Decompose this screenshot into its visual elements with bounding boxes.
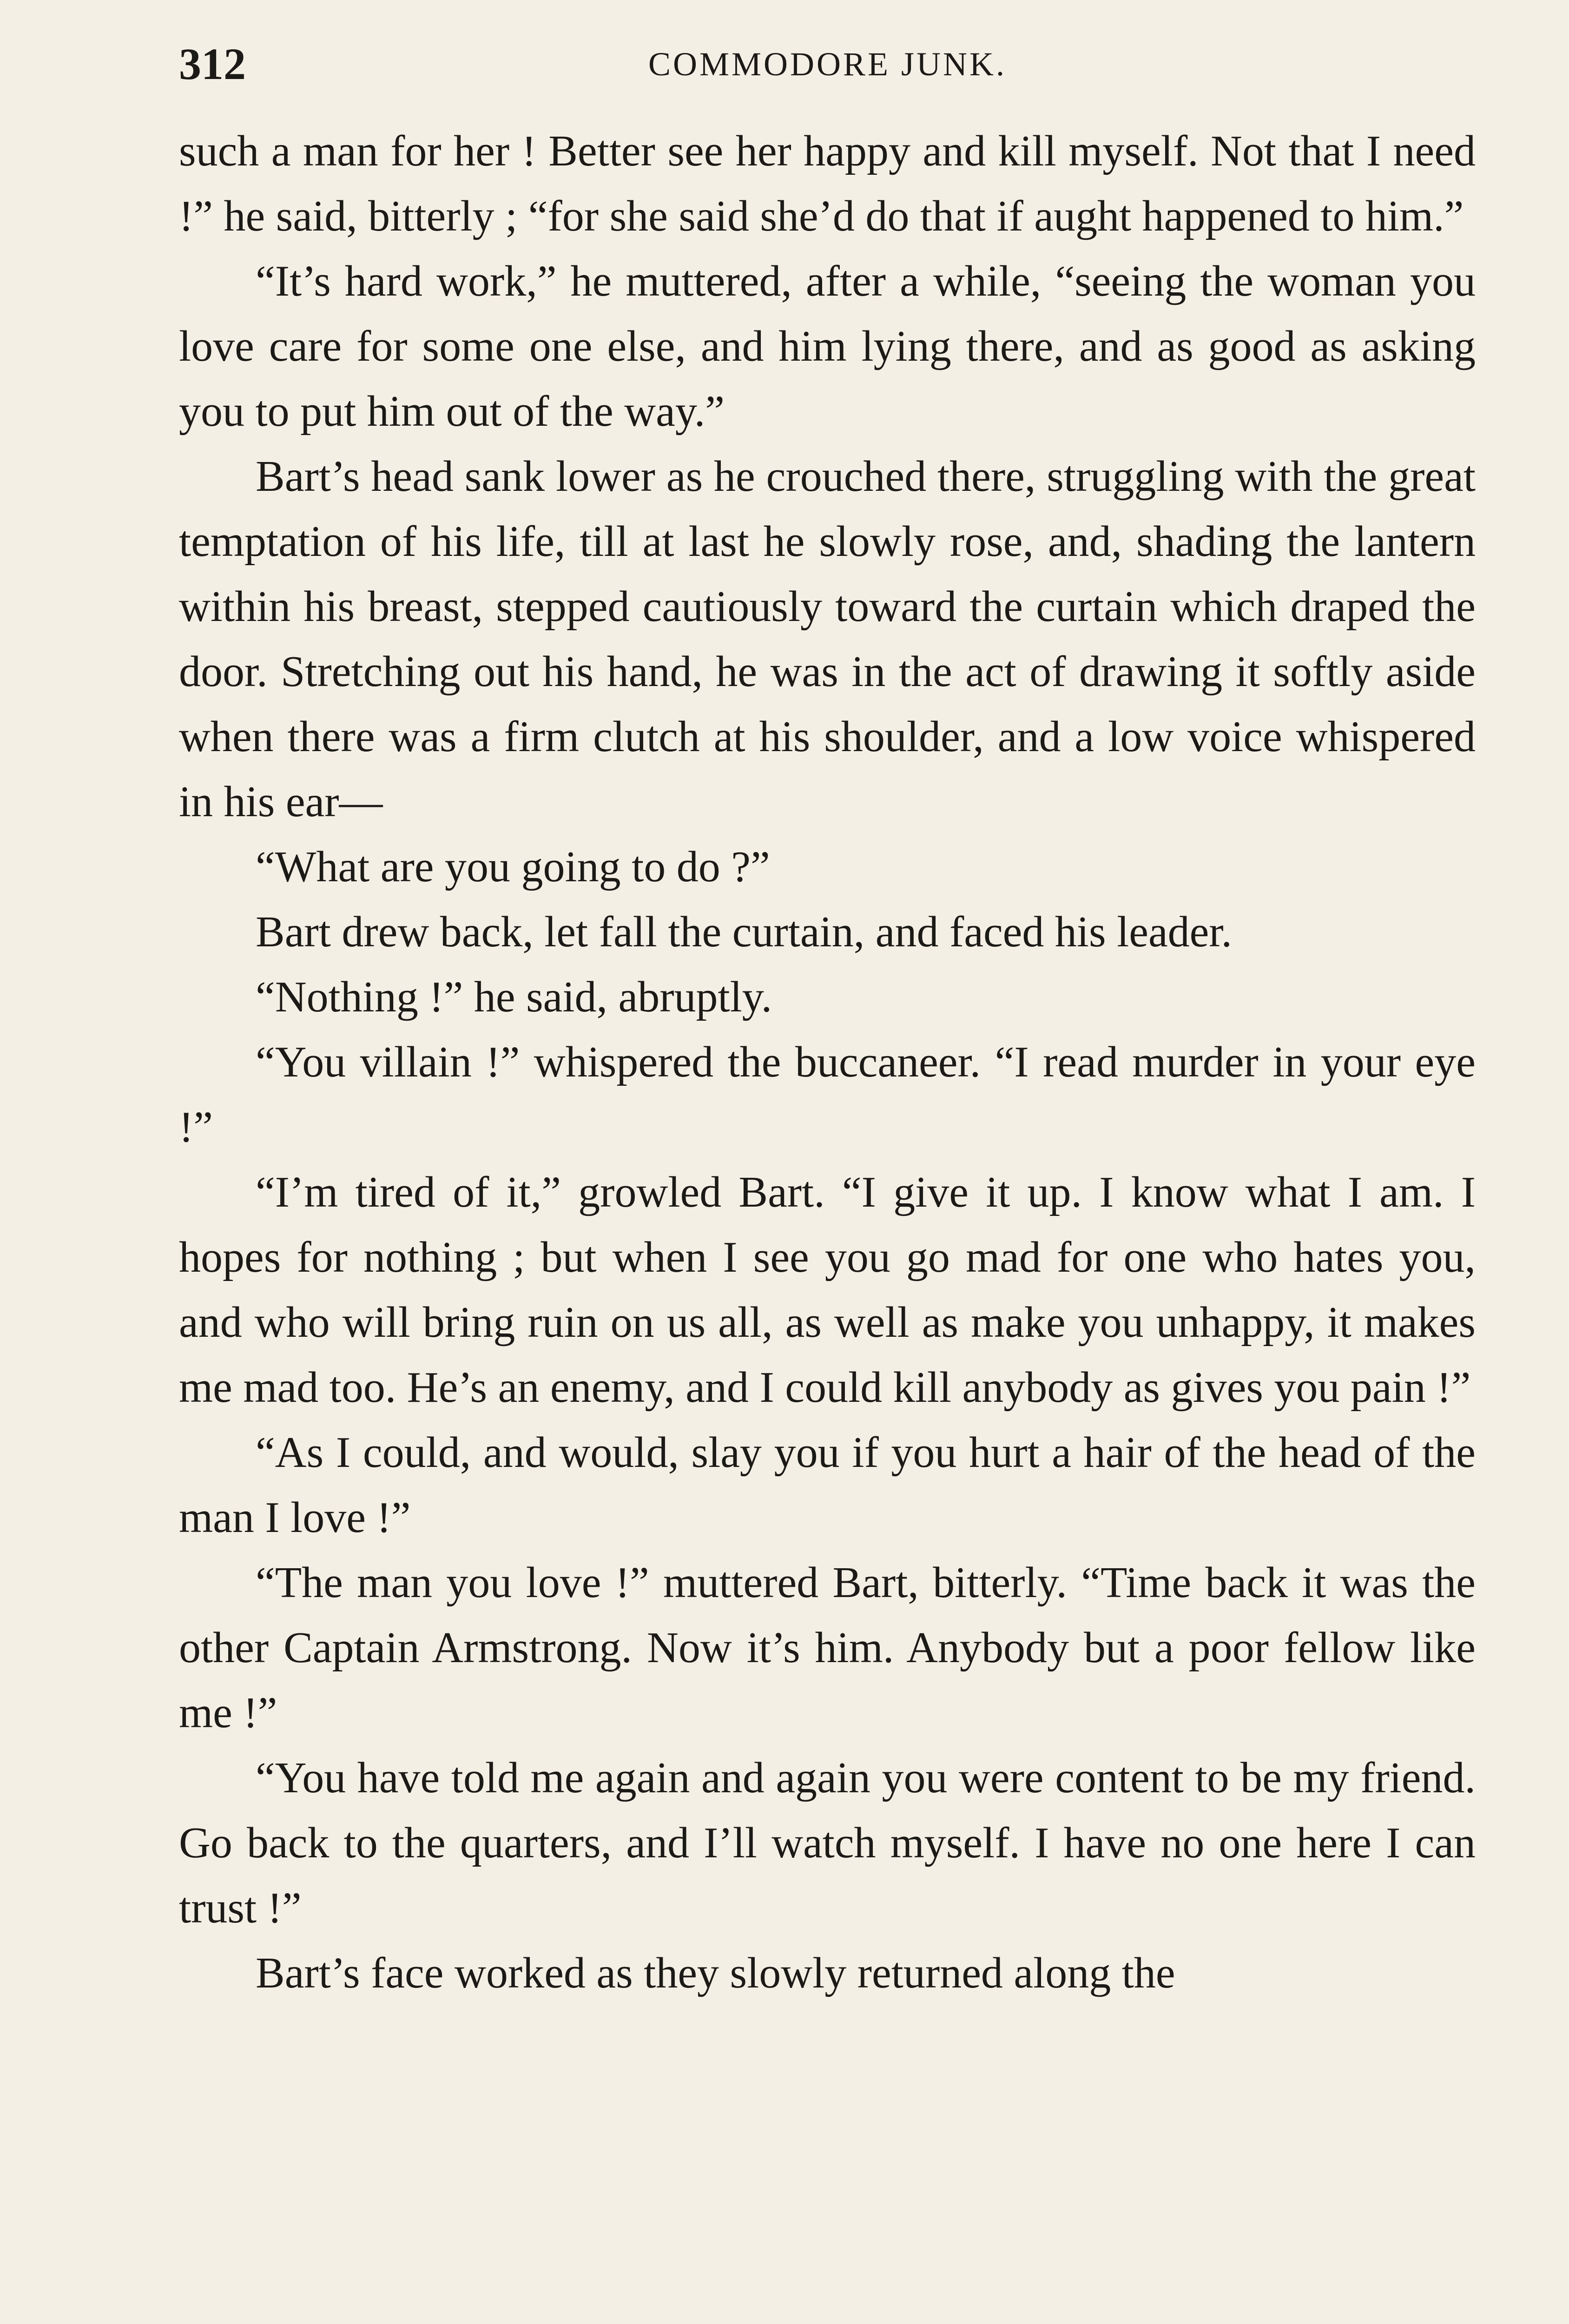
body-text <box>179 119 1476 2006</box>
paragraph: “I’m tired of it,” growled Bart. “I give it up. I know what I am. I hopes for nothing ; but when I see you go mad for one who hates you, and who will bring ruin on us all, as well as make you unhappy, it makes me mad too. He’s an enemy, and I could kill anybody as gives you pain !” <box>179 1168 1476 1412</box>
page-header <box>179 36 1476 92</box>
running-title: COMMODORE JUNK. <box>648 46 1007 83</box>
paragraph: “As I could, and would, slay you if you hurt a hair of the head of the man I love !” <box>179 1428 1476 1542</box>
paragraph: “Nothing !” he said, abruptly. <box>256 973 772 1021</box>
paragraph: such a man for her ! Better see her happy and kill myself. Not that I need !” he said, bitterly ; “for she said she’d do that if aught happened to him.” <box>179 127 1476 240</box>
paragraph: Bart’s face worked as they slowly returned along the <box>256 1949 1175 1997</box>
paragraph: Bart drew back, let fall the curtain, and faced his leader. <box>256 908 1233 956</box>
paragraph: “You villain !” whispered the buccaneer. “I read murder in your eye !” <box>179 1038 1476 1151</box>
paragraph: Bart’s head sank lower as he crouched there, struggling with the great temptation of his life, till at last he slowly rose, and, shading the lantern within his breast, stepped cautiously toward the curtain which draped the door. Stretching out his hand, he was in the act of drawing it softly aside when there was a firm clutch at his shoulder, and a low voice whispered in his ear— <box>179 452 1476 826</box>
paragraph: “The man you love !” muttered Bart, bitterly. “Time back it was the other Captain Armstrong. Now it’s him. Anybody but a poor fellow like me !” <box>179 1558 1476 1737</box>
paragraph: “What are you going to do ?” <box>256 843 770 891</box>
paragraph: “It’s hard work,” he muttered, after a while, “seeing the woman you love care for some one else, and him lying there, and as good as asking you to put him out of the way.” <box>179 257 1476 436</box>
paragraph: “You have told me again and again you were content to be my friend. Go back to the quarters, and I’ll watch myself. I have no one here I can trust !” <box>179 1754 1476 1932</box>
page-number: 312 <box>179 39 246 89</box>
